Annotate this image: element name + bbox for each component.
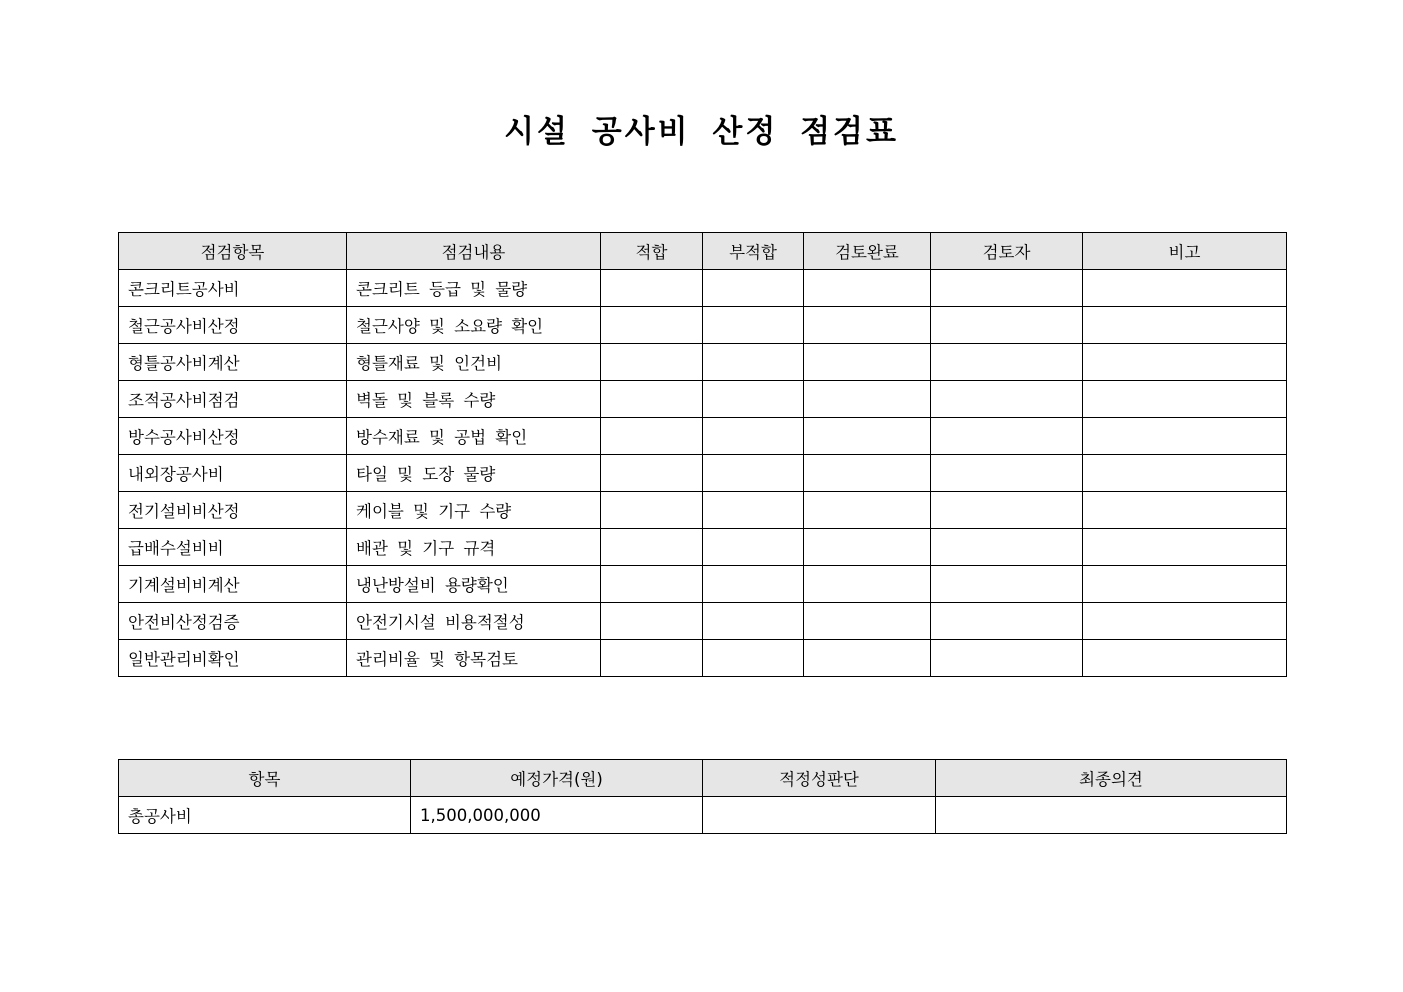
reviewer-cell[interactable]: [931, 381, 1083, 418]
header-unfit: 부적합: [703, 233, 804, 270]
check-item-cell: 일반관리비확인: [119, 640, 347, 677]
check-item-cell: 콘크리트공사비: [119, 270, 347, 307]
reviewer-cell[interactable]: [931, 566, 1083, 603]
unfit-cell[interactable]: [703, 603, 804, 640]
unfit-cell[interactable]: [703, 529, 804, 566]
fit-cell[interactable]: [601, 529, 703, 566]
reviewer-cell[interactable]: [931, 455, 1083, 492]
check-item-cell: 철근공사비산정: [119, 307, 347, 344]
check-item-cell: 형틀공사비계산: [119, 344, 347, 381]
header-check-content: 점검내용: [347, 233, 601, 270]
check-item-cell: 방수공사비산정: [119, 418, 347, 455]
final-opinion-cell[interactable]: [936, 797, 1287, 834]
note-cell[interactable]: [1083, 566, 1287, 603]
reviewer-cell[interactable]: [931, 344, 1083, 381]
review-complete-cell[interactable]: [804, 344, 931, 381]
header-reviewer: 검토자: [931, 233, 1083, 270]
table-row: [119, 270, 1287, 307]
header-fit: 적합: [601, 233, 703, 270]
check-item-cell: 내외장공사비: [119, 455, 347, 492]
note-cell[interactable]: [1083, 381, 1287, 418]
header-item: 항목: [119, 760, 411, 797]
unfit-cell[interactable]: [703, 418, 804, 455]
header-adequacy-judgment: 적정성판단: [703, 760, 936, 797]
unfit-cell[interactable]: [703, 640, 804, 677]
review-complete-cell[interactable]: [804, 270, 931, 307]
unfit-cell[interactable]: [703, 307, 804, 344]
header-check-item: 점검항목: [119, 233, 347, 270]
review-complete-cell[interactable]: [804, 603, 931, 640]
adequacy-judgment-cell[interactable]: [703, 797, 936, 834]
check-item-cell: 조적공사비점검: [119, 381, 347, 418]
check-content-cell: 벽돌 및 블록 수량: [347, 381, 601, 418]
table-row: [119, 418, 1287, 455]
fit-cell[interactable]: [601, 381, 703, 418]
header-review-complete: 검토완료: [804, 233, 931, 270]
review-complete-cell[interactable]: [804, 640, 931, 677]
check-content-cell: 냉난방설비 용량확인: [347, 566, 601, 603]
table-row: [119, 529, 1287, 566]
check-item-cell: 기계설비비계산: [119, 566, 347, 603]
note-cell[interactable]: [1083, 640, 1287, 677]
unfit-cell[interactable]: [703, 381, 804, 418]
reviewer-cell[interactable]: [931, 640, 1083, 677]
fit-cell[interactable]: [601, 307, 703, 344]
reviewer-cell[interactable]: [931, 270, 1083, 307]
fit-cell[interactable]: [601, 603, 703, 640]
unfit-cell[interactable]: [703, 344, 804, 381]
check-item-cell: 전기설비비산정: [119, 492, 347, 529]
fit-cell[interactable]: [601, 492, 703, 529]
table-row: [119, 381, 1287, 418]
checklist-header-row: [119, 233, 1287, 270]
check-content-cell: 방수재료 및 공법 확인: [347, 418, 601, 455]
header-note: 비고: [1083, 233, 1287, 270]
table-row: [119, 797, 1287, 834]
review-complete-cell[interactable]: [804, 307, 931, 344]
check-content-cell: 관리비율 및 항목검토: [347, 640, 601, 677]
review-complete-cell[interactable]: [804, 455, 931, 492]
table-row: [119, 640, 1287, 677]
summary-table: [118, 759, 1287, 834]
note-cell[interactable]: [1083, 492, 1287, 529]
note-cell[interactable]: [1083, 529, 1287, 566]
estimated-price-cell: 1,500,000,000: [411, 797, 703, 834]
check-content-cell: 케이블 및 기구 수량: [347, 492, 601, 529]
reviewer-cell[interactable]: [931, 492, 1083, 529]
review-complete-cell[interactable]: [804, 418, 931, 455]
table-row: [119, 307, 1287, 344]
fit-cell[interactable]: [601, 418, 703, 455]
summary-item-cell: 총공사비: [119, 797, 411, 834]
review-complete-cell[interactable]: [804, 492, 931, 529]
check-content-cell: 형틀재료 및 인건비: [347, 344, 601, 381]
unfit-cell[interactable]: [703, 566, 804, 603]
review-complete-cell[interactable]: [804, 381, 931, 418]
check-content-cell: 안전기시설 비용적절성: [347, 603, 601, 640]
note-cell[interactable]: [1083, 307, 1287, 344]
note-cell[interactable]: [1083, 270, 1287, 307]
fit-cell[interactable]: [601, 344, 703, 381]
checklist-table: [118, 232, 1287, 677]
table-row: [119, 566, 1287, 603]
check-content-cell: 배관 및 기구 규격: [347, 529, 601, 566]
reviewer-cell[interactable]: [931, 418, 1083, 455]
reviewer-cell[interactable]: [931, 603, 1083, 640]
check-content-cell: 철근사양 및 소요량 확인: [347, 307, 601, 344]
reviewer-cell[interactable]: [931, 529, 1083, 566]
table-row: [119, 344, 1287, 381]
fit-cell[interactable]: [601, 455, 703, 492]
unfit-cell[interactable]: [703, 270, 804, 307]
check-item-cell: 안전비산정검증: [119, 603, 347, 640]
fit-cell[interactable]: [601, 566, 703, 603]
table-row: [119, 492, 1287, 529]
fit-cell[interactable]: [601, 270, 703, 307]
header-final-opinion: 최종의견: [936, 760, 1287, 797]
document-title: 시설 공사비 산정 점검표: [504, 114, 899, 150]
check-content-cell: 콘크리트 등급 및 물량: [347, 270, 601, 307]
note-cell[interactable]: [1083, 455, 1287, 492]
table-row: [119, 603, 1287, 640]
review-complete-cell[interactable]: [804, 529, 931, 566]
review-complete-cell[interactable]: [804, 566, 931, 603]
check-item-cell: 급배수설비비: [119, 529, 347, 566]
table-row: [119, 455, 1287, 492]
note-cell[interactable]: [1083, 603, 1287, 640]
note-cell[interactable]: [1083, 418, 1287, 455]
check-content-cell: 타일 및 도장 물량: [347, 455, 601, 492]
header-estimated-price: 예정가격(원): [411, 760, 703, 797]
fit-cell[interactable]: [601, 640, 703, 677]
note-cell[interactable]: [1083, 344, 1287, 381]
unfit-cell[interactable]: [703, 455, 804, 492]
summary-header-row: [119, 760, 1287, 797]
reviewer-cell[interactable]: [931, 307, 1083, 344]
unfit-cell[interactable]: [703, 492, 804, 529]
